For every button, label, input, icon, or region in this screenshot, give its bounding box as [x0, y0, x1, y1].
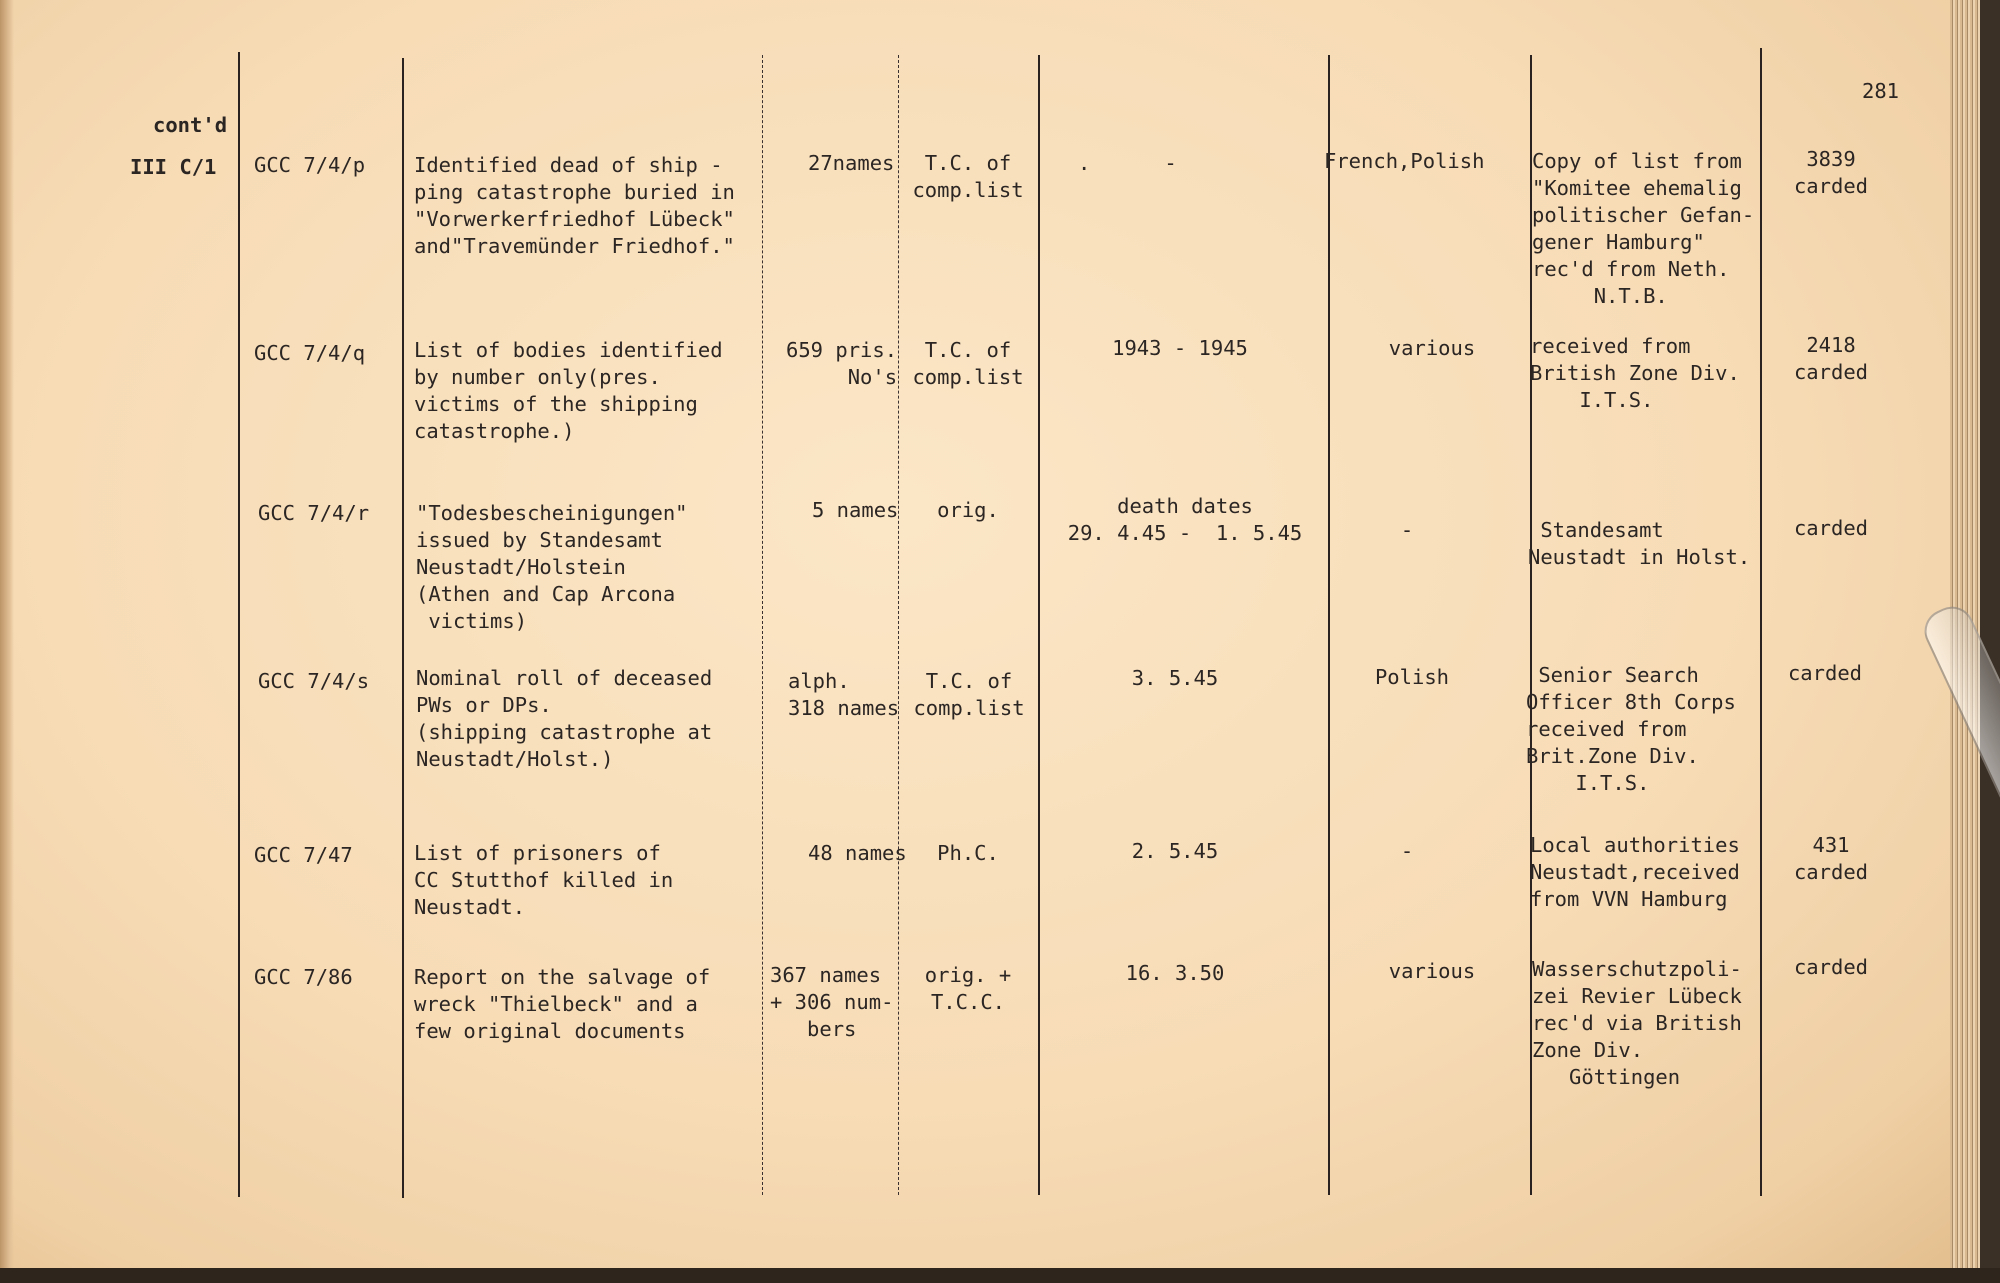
row-source: Standesamt Neustadt in Holst.	[1528, 518, 1751, 569]
row-nationality: various	[1388, 336, 1476, 360]
book-gutter	[0, 0, 14, 1283]
row-carded: 431 carded	[1793, 833, 1869, 884]
row-description: List of bodies identified by number only(pres. victims of the shipping catastrophe.)	[414, 338, 723, 443]
row-count: 5 names	[812, 498, 899, 522]
row-ref: GCC 7/86	[254, 965, 353, 989]
row-description: "Todesbescheinigungen" issued by Standesamt Neustadt/Holstein (Athen and Cap Arcona victims)	[416, 501, 688, 633]
row-ref: GCC 7/4/q	[254, 341, 366, 365]
row-carded: carded	[1793, 516, 1869, 540]
row-count: 367 names + 306 num- bers	[770, 963, 894, 1041]
row-nationality: -	[1400, 839, 1414, 863]
column-rule	[238, 52, 240, 1197]
column-rule	[1038, 55, 1040, 1195]
row-format: T.C. of comp.list	[912, 338, 1024, 389]
row-dates: 3. 5.45	[1131, 666, 1219, 690]
row-carded: carded	[1793, 955, 1869, 979]
row-description: Identified dead of ship - ping catastrophe buried in "Vorwerkerfriedhof Lübeck" and"Travemünder Friedhof."	[414, 153, 735, 258]
row-nationality: various	[1388, 959, 1476, 983]
page-number: 281	[1862, 79, 1900, 103]
row-carded: 2418 carded	[1793, 333, 1869, 384]
row-carded: carded	[1787, 661, 1863, 685]
row-carded: 3839 carded	[1793, 147, 1869, 198]
row-source: received from British Zone Div. I.T.S.	[1530, 334, 1740, 412]
row-dates: death dates 29. 4.45 - 1. 5.45	[1067, 494, 1303, 545]
row-format: orig. + T.C.C.	[924, 963, 1012, 1014]
row-format: Ph.C.	[937, 841, 999, 865]
row-ref: GCC 7/47	[254, 843, 353, 867]
row-nationality: -	[1400, 518, 1414, 542]
continued-label: cont'd	[153, 113, 228, 137]
row-source: Copy of list from "Komitee ehemalig politischer Gefan- gener Hamburg" rec'd from Neth. N.T.B.	[1532, 149, 1755, 308]
row-count: 27names	[808, 151, 895, 175]
row-dates: . -	[1078, 151, 1177, 175]
row-description: Nominal roll of deceased PWs or DPs. (shipping catastrophe at Neustadt/Holst.)	[416, 666, 713, 771]
row-description: List of prisoners of CC Stutthof killed in Neustadt.	[414, 841, 674, 919]
row-nationality: French,Polish	[1324, 149, 1485, 173]
row-description: Report on the salvage of wreck "Thielbeck" and a few original documents	[414, 965, 711, 1043]
row-ref: GCC 7/4/s	[258, 669, 370, 693]
row-source: Senior Search Officer 8th Corps received from Brit.Zone Div. I.T.S.	[1526, 663, 1736, 795]
book-bottom-edge	[0, 1268, 2000, 1283]
column-rule	[402, 58, 404, 1198]
row-dates: 1943 - 1945	[1112, 336, 1248, 360]
column-rule	[762, 55, 763, 1195]
row-format: T.C. of comp.list	[912, 151, 1024, 202]
row-count: alph. 318 names	[788, 669, 900, 720]
row-format: orig.	[937, 498, 999, 522]
section-label: III C/1	[130, 155, 217, 179]
column-rule	[898, 55, 899, 1195]
row-source: Local authorities Neustadt,received from VVN Hamburg	[1530, 833, 1740, 911]
row-nationality: Polish	[1374, 665, 1450, 689]
row-dates: 16. 3.50	[1125, 961, 1225, 985]
row-dates: 2. 5.45	[1131, 839, 1219, 863]
row-format: T.C. of comp.list	[913, 669, 1025, 720]
column-rule	[1760, 48, 1762, 1196]
row-count: 48 names	[808, 841, 907, 865]
column-rule	[1328, 55, 1330, 1195]
row-ref: GCC 7/4/r	[258, 501, 370, 525]
row-count: 659 pris. No's	[786, 338, 898, 389]
row-ref: GCC 7/4/p	[254, 153, 366, 177]
row-source: Wasserschutzpoli- zei Revier Lübeck rec'd via British Zone Div. Göttingen	[1532, 957, 1742, 1089]
